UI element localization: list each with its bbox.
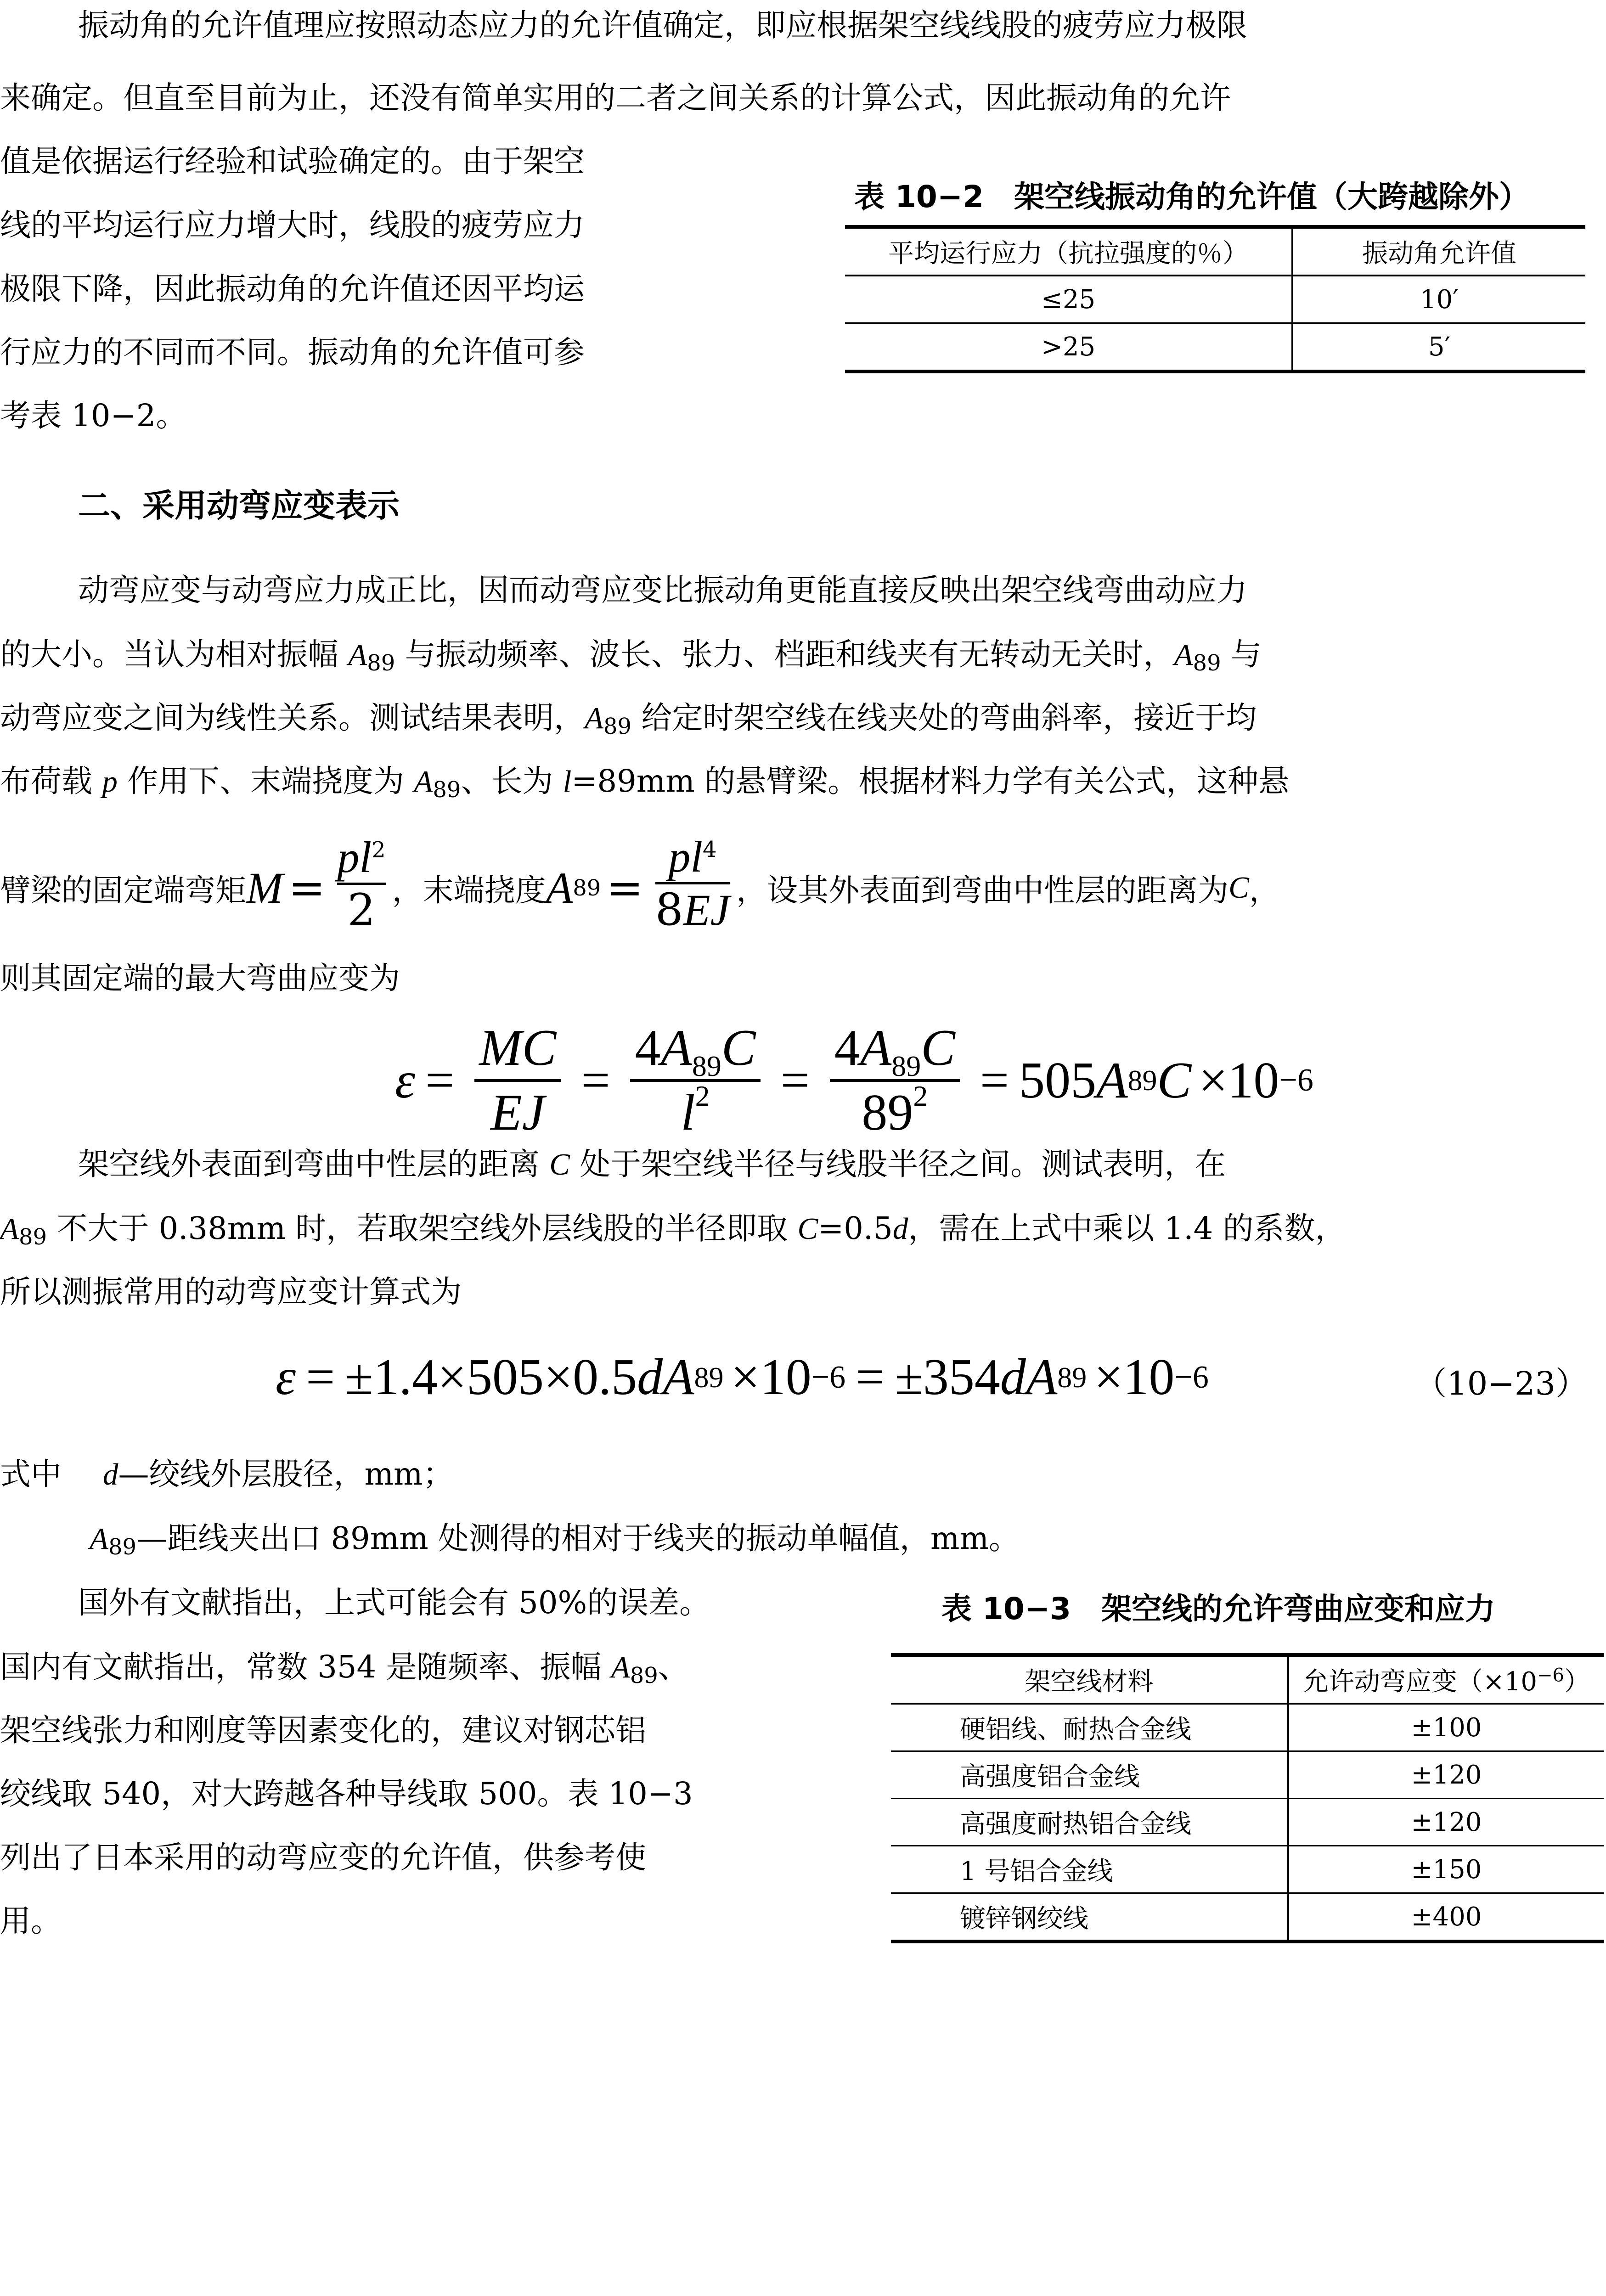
table-cell: ±120 [1288,1751,1604,1799]
table-cell: ≤25 [845,276,1292,323]
table-cell: 10′ [1292,276,1585,323]
definition-a89: $A_{89}—$距线夹出口 89mm 处测得的相对于线夹的振动单幅值，mm。 [90,1520,1020,1560]
table-10-3-header-strain: 允许动弯应变$(\times 10^{-6})$ [1288,1655,1604,1704]
para4-line4: 绞线取 540，对大跨越各种导线取 500。表 10−3 [0,1776,693,1812]
table-row [845,323,1585,372]
para2-line2: 的大小。当认为相对振幅 $A_{89}$ 与振动频率、波长、张力、档距和线夹有无转动无关时，$A_{89}$ 与 [0,636,1262,676]
table-cell: ±400 [1288,1893,1604,1942]
para1-line7: 考表 10−2。 [0,398,187,433]
table-10-3-caption: 表 10−3 架空线的允许弯曲应变和应力 [941,1591,1496,1626]
para4-line1: 国外有文献指出，上式可能会有 50%的误差。 [78,1585,710,1621]
para3-line2: $A_{89}$ 不大于 0.38mm 时，若取架空线外层线股的半径即取 C=0.5d，需在上式中乘以 1.4 的系数， [0,1210,1346,1250]
eq1-frac3: $4A_{89}C$ $89^2$ [830,1017,960,1144]
table-cell: >25 [845,323,1292,372]
table-10-2-caption: 表 10−2 架空线振动角的允许值（大跨越除外） [854,179,1530,214]
para1-line3: 值是依据运行经验和试验确定的。由于架空 [0,143,585,179]
para4-line3: 架空线张力和刚度等因素变化的，建议对钢芯铝 [0,1712,646,1748]
eq1-frac2: $4A_{89}C$ $l^2$ [630,1017,760,1144]
table-10-2 [845,225,1585,373]
para1-line6: 行应力的不同而不同。振动角的允许值可参 [0,334,585,370]
table-cell: 镀锌钢绞线 [891,1893,1288,1942]
para4-line6: 用。 [0,1903,62,1939]
para2-line6: 则其固定端的最大弯曲应变为 [0,960,400,996]
table-row [891,1893,1604,1942]
table-cell: 5′ [1292,323,1585,372]
table-row [891,1704,1604,1751]
para1-line1: 振动角的允许值理应按照动态应力的允许值确定，即应根据架空线线股的疲劳应力极限 [78,7,1247,43]
para2-line1: 动弯应变与动弯应力成正比，因而动弯应变比振动角更能直接反映出架空线弯曲动应力 [78,572,1247,608]
table-cell: ±100 [1288,1704,1604,1751]
table-10-3 [891,1653,1604,1943]
strain-equation: ε = MC EJ = $4A_{89}C$ $l^2$ = $4A_{89}C$ $89^2$ = 505 A 89 C ×10 −6 [395,1017,1313,1144]
table-cell: 高强度铝合金线 [891,1751,1288,1799]
equation-number: （10−23） [1414,1365,1588,1402]
table-cell: 1 号铝合金线 [891,1846,1288,1893]
table-row [891,1799,1604,1846]
para1-line2: 来确定。但直至目前为止，还没有简单实用的二者之间关系的计算公式，因此振动角的允许 [0,80,1231,116]
section-heading: 二、采用动弯应变表示 [78,487,400,524]
para2-line5: 臂梁的固定端弯矩 M = $pl^2$ 2 ，末端挠度 A 89 = $pl^4$ 8EJ ，设其外表面到弯曲中性层的距离为 C ， [0,832,1280,936]
para2-line3: 动弯应变之间为线性关系。测试结果表明，$A_{89}$ 给定时架空线在线夹处的弯曲斜率，接近于均 [0,700,1257,739]
table-cell: ±150 [1288,1846,1604,1893]
para1-line4: 线的平均运行应力增大时，线股的疲劳应力 [0,207,585,243]
definition-d: 式中 d—绞线外层股径，mm； [0,1456,454,1492]
para3-line3: 所以测振常用的动弯应变计算式为 [0,1274,462,1310]
para4-line2: 国内有文献指出，常数 354 是随频率、振幅 $A_{89}$、 [0,1649,689,1688]
table-cell: ±120 [1288,1799,1604,1846]
para2-line4: 布荷载 p 作用下、末端挠度为 $A_{89}$、长为 l=89mm 的悬臂梁。根据材料力学有关公式，这种悬 [0,763,1290,803]
table-cell: 硬铝线、耐热合金线 [891,1704,1288,1751]
eq1-frac1: MC EJ [474,1017,561,1144]
para4-line5: 列出了日本采用的动弯应变的允许值，供参考使 [0,1840,646,1875]
dynamic-strain-formula: ε = ±1.4×505×0.5 d A 89 × 10 −6 = ±354 d A 89 × 10 −6 [276,1349,1209,1406]
table-cell: 高强度耐热铝合金线 [891,1799,1288,1846]
deflection-fraction: $pl^4$ 8EJ [655,832,730,935]
table-10-2-header-angle: 振动角允许值 [1292,227,1585,276]
table-row [891,1751,1604,1799]
para3-line1: 架空线外表面到弯曲中性层的距离 C 处于架空线半径与线股半径之间。测试表明，在 [78,1146,1226,1182]
para1-line5: 极限下降，因此振动角的允许值还因平均运 [0,271,585,307]
table-10-3-header-material: 架空线材料 [891,1655,1288,1704]
table-row [891,1846,1604,1893]
table-row [845,276,1585,323]
table-10-2-header-stress: 平均运行应力（抗拉强度的％） [845,227,1292,276]
moment-fraction: $pl^2$ 2 [337,832,386,936]
